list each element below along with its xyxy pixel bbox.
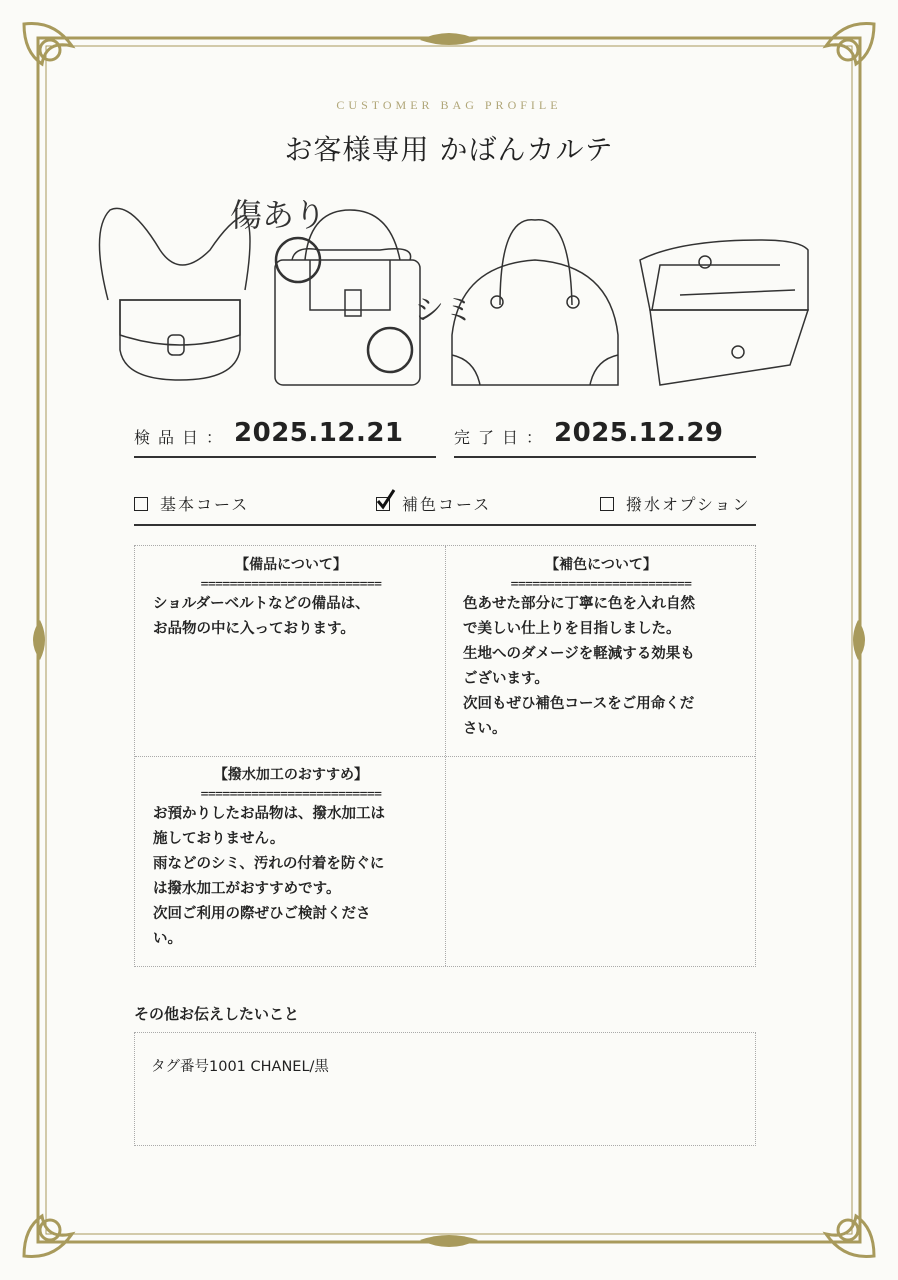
dome-bag-icon [452, 220, 618, 385]
other-notes-box [134, 1032, 756, 1146]
checkbox-empty-icon[interactable] [600, 497, 614, 511]
handbag-icon [275, 210, 420, 385]
section-body: ショルダーベルトなどの備品は、 お品物の中に入っております。 [153, 596, 370, 637]
checkbox-checked-icon[interactable] [376, 497, 390, 511]
section-heading: 【撥水加工のおすすめ】 [213, 767, 369, 783]
checkmark-icon [375, 488, 397, 510]
inspection-date-row [134, 412, 436, 458]
completion-date-row [454, 412, 756, 458]
completion-date-value: 2025.12.29 [554, 418, 724, 448]
other-notes-text: タグ番号1001 CHANEL/黒 [151, 1059, 329, 1075]
waterproof-option[interactable] [600, 492, 751, 515]
basic-course-option[interactable] [134, 492, 249, 515]
course-label: 基本コース [160, 495, 250, 514]
damage-note: 傷あり [230, 196, 327, 234]
section-rule: ========================= [200, 577, 382, 592]
section-rule: ========================= [510, 577, 692, 592]
recolor-section [445, 546, 755, 756]
checkbox-empty-icon[interactable] [134, 497, 148, 511]
waterproof-section [135, 756, 445, 966]
page-title: お客様専用 かばんカルテ [284, 133, 614, 166]
other-notes-label: その他お伝えしたいこと [134, 1005, 300, 1023]
inspection-date-label: 検品日： [134, 428, 231, 447]
course-options [134, 484, 756, 526]
course-label: 補色コース [402, 495, 492, 514]
subtitle: CUSTOMER BAG PROFILE [336, 98, 562, 112]
accessories-section [135, 546, 445, 756]
info-grid [134, 545, 756, 967]
completion-date-label: 完了日： [454, 428, 551, 447]
section-body: 色あせた部分に丁寧に色を入れ自然 で美しい仕上りを目指しました。 生地へのダメージを軽減する効果も ございます。 次回もぜひ補色コースをご用命くだ さい。 [463, 596, 695, 737]
section-heading: 【備品について】 [235, 557, 347, 573]
stain-note: シミ [414, 293, 474, 328]
section-body: お預かりしたお品物は、撥水加工は 施しておりません。 雨などのシミ、汚れの付着を防ぐに は撥水加工がおすすめです。 次回ご利用の際ぜひご検討くださ い。 [153, 806, 385, 947]
section-rule: ========================= [200, 787, 382, 802]
course-label: 撥水オプション [626, 495, 751, 514]
section-heading: 【補色について】 [545, 557, 657, 573]
inspection-date-value: 2025.12.21 [234, 418, 404, 448]
recolor-course-option[interactable] [376, 492, 491, 515]
shoulder-bag-icon [99, 208, 250, 380]
wallet-icon [640, 240, 808, 385]
